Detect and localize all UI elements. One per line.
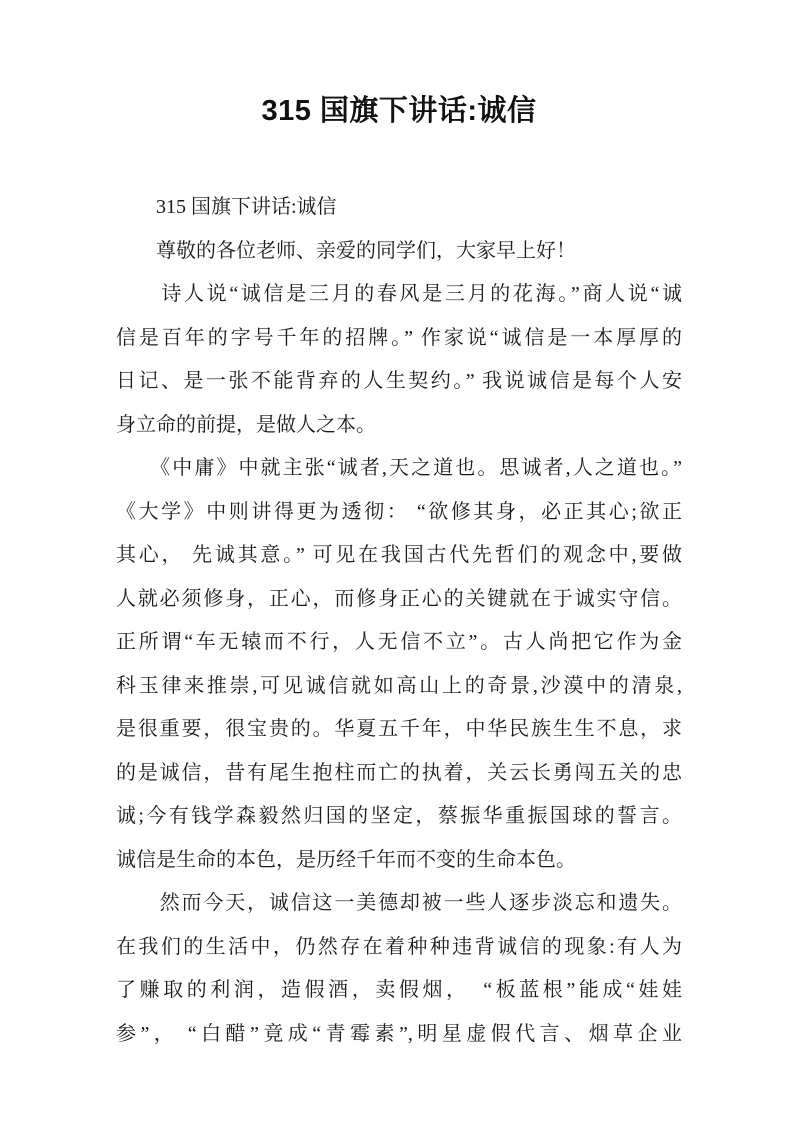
text-line: 其心， 先诚其意。” 可见在我国古代先哲们的观念中,要做 bbox=[116, 544, 682, 566]
text-line: 315 国旗下讲话:诚信 bbox=[116, 196, 337, 218]
text-line: 人就必须修身，正心，而修身正心的关键就在于诚实守信。 bbox=[116, 587, 682, 610]
document-title: 315 国旗下讲话:诚信 bbox=[261, 95, 537, 127]
text-line: 然而今天，诚信这一美德却被一些人逐步淡忘和遗失。 bbox=[116, 892, 682, 914]
text-line: 诚信是生命的本色，是历经千年而不变的生命本色。 bbox=[116, 848, 576, 871]
text-line: 信是百年的字号千年的招牌。” 作家说“诚信是一本厚厚的 bbox=[116, 326, 682, 349]
text-line: 身立命的前提，是做人之本。 bbox=[116, 413, 376, 436]
text-line: 了赚取的利润，造假酒，卖假烟， “板蓝根”能成“娃娃 bbox=[116, 979, 682, 1001]
text-line: 在我们的生活中，仍然存在着种种违背诚信的现象:有人为 bbox=[116, 935, 682, 958]
text-line: 的是诚信，昔有尾生抱柱而亡的执着，关云长勇闯五关的忠 bbox=[116, 761, 682, 784]
text-line: 诗人说“诚信是三月的春风是三月的花海。”商人说“诚 bbox=[116, 283, 682, 305]
text-line: 科玉律来推崇,可见诚信就如高山上的奇景,沙漠中的清泉, bbox=[116, 674, 682, 697]
text-line: 是很重要，很宝贵的。华夏五千年，中华民族生生不息，求 bbox=[116, 718, 682, 740]
text-line: 日记、是一张不能背弃的人生契约。” 我说诚信是每个人安 bbox=[116, 370, 682, 392]
text-line: 正所谓“车无辕而不行，人无信不立”。古人尚把它作为金 bbox=[116, 631, 682, 653]
text-line: 尊敬的各位老师、亲爱的同学们，大家早上好！ bbox=[116, 239, 576, 262]
text-line: 《中庸》中就主张“诚者,天之道也。思诚者,人之道也。” bbox=[116, 457, 682, 479]
text-line: 诚;今有钱学森毅然归国的坚定，蔡振华重振国球的誓言。 bbox=[116, 805, 682, 827]
text-line: 《大学》中则讲得更为透彻： “欲修其身，必正其心;欲正 bbox=[116, 500, 682, 523]
text-line: 参”， “白醋”竟成“青霉素”,明星虚假代言、烟草企业 bbox=[116, 1022, 682, 1045]
document-body bbox=[116, 186, 682, 1056]
